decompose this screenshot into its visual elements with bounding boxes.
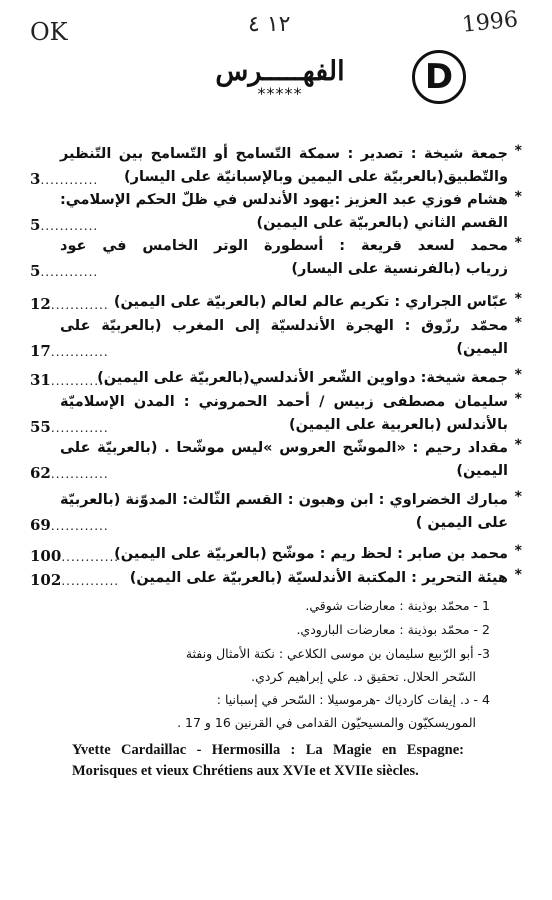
toc-entry (30, 367, 522, 390)
handwritten-code-note: ١٢ ٤ (248, 12, 291, 37)
toc-entry (30, 189, 522, 235)
toc-entry (30, 543, 522, 566)
toc-entry-line: والتّطبيق(بالعربيّة على اليمين وبالإسبانيّة على اليسار) (124, 169, 508, 185)
toc-page-number (30, 464, 130, 482)
toc-page-number (30, 216, 130, 234)
bullet-asterisk: * (514, 143, 522, 159)
toc-entry (30, 143, 522, 189)
title-stars: ***** (257, 84, 303, 103)
source-item (80, 688, 490, 734)
page-title: الفهـــــرس (215, 56, 345, 87)
page-number-value: 12 (30, 295, 51, 313)
french-reference: Yvette Cardaillac - Hermosilla : La Magie en Espagne: Morisques et vieux Chrétiens aux XVIe et XVIIe siècles. (72, 742, 464, 779)
page-number-value: 17 (30, 342, 51, 360)
handwritten-ok-note: OK (30, 18, 68, 46)
toc-entry (30, 291, 522, 314)
toc-entry-line: زرياب (بالفرنسية على اليسار) (291, 261, 508, 277)
circled-d-stamp: D (412, 50, 466, 104)
toc-page-number (30, 262, 130, 280)
toc-entry (30, 391, 522, 437)
bullet-asterisk: * (514, 189, 522, 205)
bullet-asterisk: * (514, 291, 522, 307)
bullet-asterisk: * (514, 315, 522, 331)
toc-page-number (30, 547, 130, 565)
page-number-value: 5 (30, 262, 41, 280)
bullet-asterisk: * (514, 567, 522, 583)
page-number-value: 55 (30, 418, 51, 436)
bullet-asterisk: * (514, 235, 522, 251)
toc-entry-line: اليمين) (456, 341, 508, 357)
toc-page-number (30, 342, 130, 360)
leader-dots: ............ (50, 298, 109, 312)
handwritten-year-note: 1996 (460, 7, 520, 38)
leader-dots: ............ (61, 574, 120, 588)
leader-dots: ............ (40, 265, 99, 279)
page-number-value: 62 (30, 464, 51, 482)
toc-entry-line: القسم الثاني (بالعربيّة على اليمين) (256, 215, 508, 231)
toc-entry-line: هشام فوزي عبد العزيز :يهود الأندلس في ظلّ الحكم الإسلامي: (60, 192, 508, 208)
toc-entry-line: محمّد رزّوق : الهجرة الأندلسيّة إلى المغرب (بالعربيّة على (60, 318, 508, 334)
leader-dots: ............ (40, 173, 99, 187)
leader-dots: ............ (50, 519, 109, 533)
toc-page-number (30, 170, 130, 188)
toc-page-number (30, 516, 130, 534)
toc-entry (30, 235, 522, 281)
source-item-line: الموريسكيّون والمسيحيّون القدامى في القرنين 16 و 17 . (177, 715, 476, 730)
source-item (80, 618, 490, 641)
toc-entry (30, 489, 522, 535)
source-item-line: 2 - محمّد بوذينة : معارضات البارودي. (296, 622, 490, 637)
toc-entry-line: مبارك الخضراوي : ابن وهبون : القسم الثّالث: المدوّنة (بالعربيّة (60, 492, 508, 508)
bullet-asterisk: * (514, 367, 522, 383)
toc-entry-line: بالأندلس (بالعربية على اليمين) (288, 417, 508, 433)
page-number-value: 5 (30, 216, 41, 234)
page-number-value: 102 (30, 571, 62, 589)
leader-dots: ............ (50, 467, 109, 481)
toc-entry (30, 567, 522, 590)
toc-page-number (30, 571, 130, 589)
leader-dots: ............ (50, 421, 109, 435)
toc-entry (30, 315, 522, 361)
page-number-value: 100 (30, 547, 62, 565)
source-item-line: 1 - محمّد بوذينة : معارضات شوقي. (305, 598, 490, 613)
toc-entry-line: على اليمين ) (415, 515, 508, 531)
toc-entry-line: جمعة شيخة : تصدير : سمكة التّسامح أو التّسامح بين التّنظير (60, 146, 508, 162)
page-number-value: 31 (30, 371, 51, 389)
source-item-line: 4 - د. إيفات كاردياك -هرموسيلا : السّحر في إسبانيا : (216, 692, 490, 707)
leader-dots: ............ (50, 345, 109, 359)
leader-dots: ............ (40, 219, 99, 233)
toc-page-number (30, 371, 130, 389)
toc-entry-line: جمعة شيخة: دواوين الشّعر الأندلسي(بالعربيّة على اليمين) (97, 370, 508, 386)
toc-entry-line: هيئة التحرير : المكتبة الأندلسيّة (بالعربيّة على اليمين) (129, 570, 508, 586)
bullet-asterisk: * (514, 391, 522, 407)
toc-entry-line: محمد بن صابر : لحظ ريم : موشّح (بالعربيّة على اليمين) (114, 546, 508, 562)
toc-entry-line: عبّاس الجراري : تكريم عالم لعالم (بالعربيّة على اليمين) (113, 294, 508, 310)
toc-entry (30, 437, 522, 483)
source-item-line: 3- أبو الرّبيع سليمان بن موسى الكلاعي : نكتة الأمثال ونفثة (185, 646, 490, 661)
toc-entry-line: اليمين) (456, 463, 508, 479)
bullet-asterisk: * (514, 437, 522, 453)
source-item (80, 642, 490, 688)
source-item-line: السّحر الحلال. تحقيق د. علي إبراهيم كردي. (251, 669, 476, 684)
toc-page-number (30, 295, 130, 313)
toc-entry-line: محمد لسعد قريعة : أسطورة الوتر الخامس في عود (60, 238, 508, 254)
bullet-asterisk: * (514, 543, 522, 559)
page-number-value: 3 (30, 170, 41, 188)
bullet-asterisk: * (514, 489, 522, 505)
toc-entry-line: مقداد رحيم : «الموشّح العروس »ليس موشّحا . (بالعربيّة على (60, 440, 508, 456)
toc-page-number (30, 418, 130, 436)
source-item (80, 594, 490, 617)
leader-dots: ............ (61, 550, 120, 564)
leader-dots: ............ (50, 374, 109, 388)
page-number-value: 69 (30, 516, 51, 534)
toc-entry-line: سليمان مصطفى زبيس / أحمد الحمروني : المدن الإسلاميّة (60, 394, 508, 410)
